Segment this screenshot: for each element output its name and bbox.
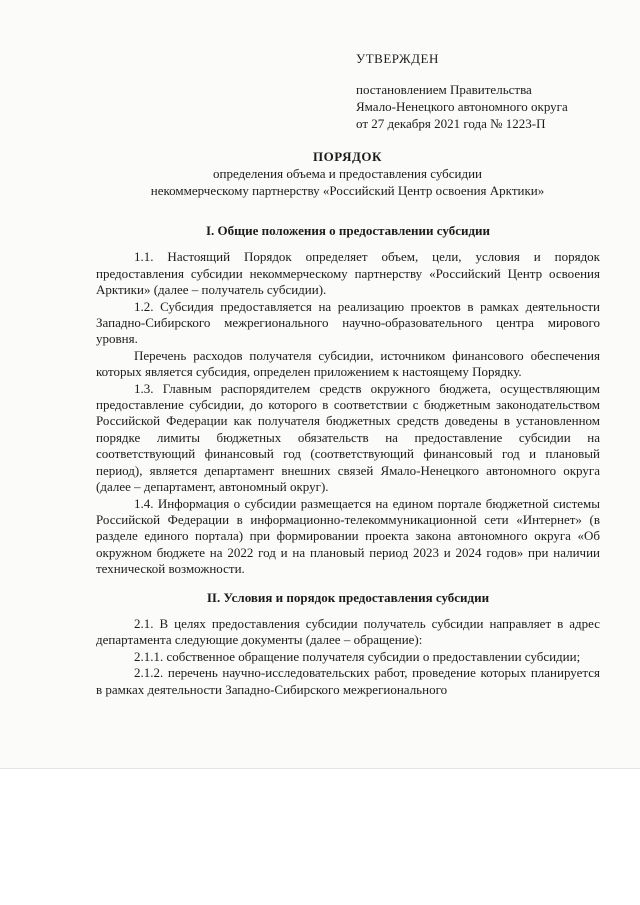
document-body	[96, 223, 600, 698]
approval-stamp	[356, 50, 568, 132]
section-heading: II. Условия и порядок предоставления субсидии	[206, 589, 490, 605]
paragraph: 2.1.1. собственное обращение получателя субсидии о предоставлении субсидии;	[134, 648, 581, 664]
approval-heading: УТВЕРЖДЕН	[356, 51, 439, 66]
paragraph: 1.4. Информация о субсидии размещается на едином портале бюджетной системы Российской Федерации в информационно-телекоммуникационной сети «Интернет» (в разделе единого портала) при формировании проекта закона автономного округа «Об окружном бюджете на 2022 год и на плановый период 2023 и 2024 годов» при наличии технической возможности.	[96, 495, 600, 577]
section-heading: I. Общие положения о предоставлении субсидии	[205, 223, 491, 238]
paragraph: Перечень расходов получателя субсидии, источником финансового обеспечения которых является субсидия, определен приложением к настоящему Порядку.	[96, 347, 600, 380]
document-subtitle: некоммерческому партнерству «Российский Центр освоения Арктики»	[150, 183, 545, 198]
document-title-block	[60, 148, 635, 199]
paragraph: 1.2. Субсидия предоставляется на реализацию проектов в рамках деятельности Западно-Сибирского межрегионального научно-образовательного центра мирового уровня.	[96, 298, 600, 347]
paragraph: 1.1. Настоящий Порядок определяет объем, цели, условия и порядок предоставления субсидии некоммерческому партнерству «Российский Центр освоения Арктики» (далее – получатель субсидии).	[96, 249, 600, 298]
document-subtitle: определения объема и предоставления субсидии	[212, 166, 483, 181]
approval-line: постановлением Правительства	[356, 82, 532, 97]
paragraph: 2.1. В целях предоставления субсидии получатель субсидии направляет в адрес департамента следующие документы (далее – обращение):	[96, 615, 600, 648]
paragraph: 1.3. Главным распорядителем средств окружного бюджета, осуществляющим предоставление субсидии, до которого в соответствии с бюджетным законодательством Российской Федерации как получателя бюджетных средств доведены в установленном порядке лимиты бюджетных обязательств на предоставление субсидии на соответствующий финансовый год (соответствующий финансовый год и плановый период), является департамент внешних связей Ямало-Ненецкого автономного округа (далее – департамент, автономный округ).	[96, 380, 600, 495]
document-title: ПОРЯДОК	[313, 149, 382, 164]
paragraph: 2.1.2. перечень научно-исследовательских работ, проведение которых планируется в рамках деятельности Западно-Сибирского межрегионального	[96, 665, 600, 697]
approval-date-line: от 27 декабря 2021 года № 1223-П	[356, 116, 546, 131]
approval-line: Ямало-Ненецкого автономного округа	[356, 99, 568, 114]
